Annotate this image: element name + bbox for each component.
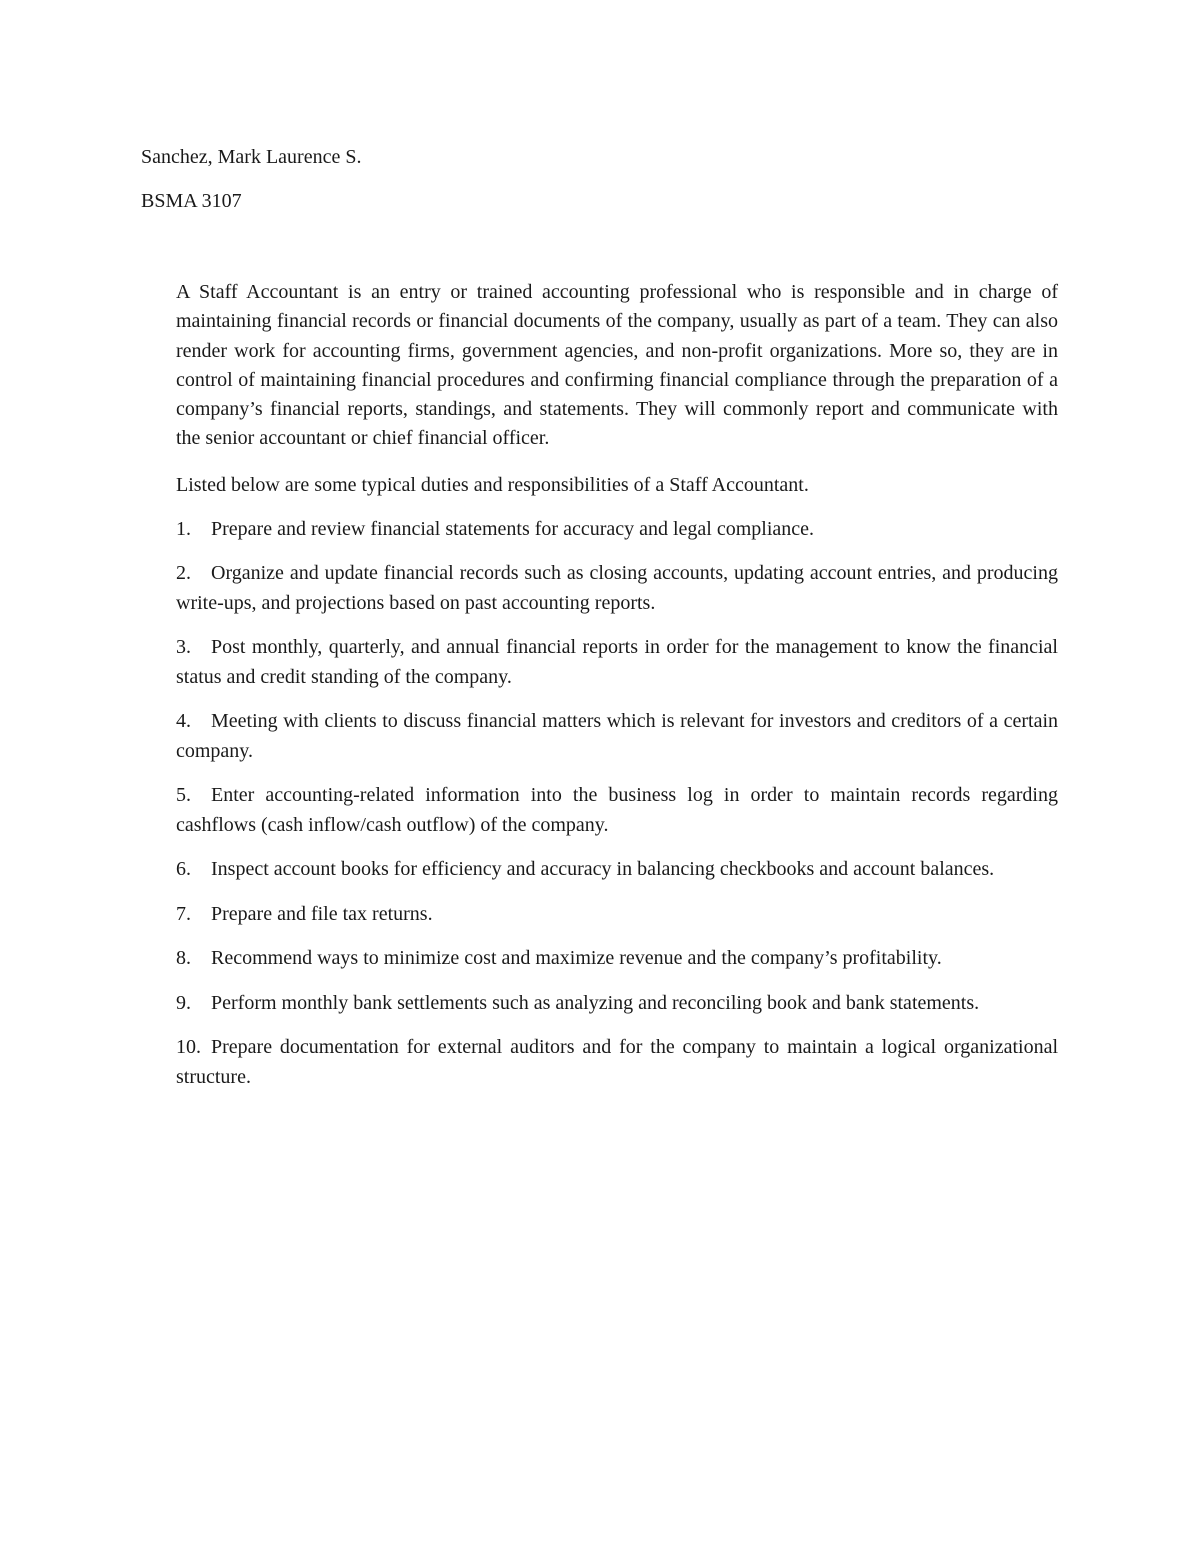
item-text: Prepare and review financial statements for accuracy and legal compliance. (211, 517, 815, 540)
duties-list (176, 515, 1058, 1093)
item-text: Recommend ways to minimize cost and maximize revenue and the company’s profitability. (211, 947, 942, 970)
item-number: 1. (176, 517, 191, 540)
intro-paragraph: A Staff Accountant is an entry or trained accounting professional who is responsible and in charge of maintaining financial records or financial documents of the company, usually as part of a team. They can also render work for accounting firms, government agencies, and non-profit organizations. More so, they are in control of maintaining financial procedures and confirming financial compliance through the preparation of a company’s financial reports, standings, and statements. They will commonly report and communicate with the senior accountant or chief financial officer. (176, 281, 1058, 450)
list-item (176, 781, 1058, 840)
item-number: 10. (176, 1036, 201, 1059)
list-item (176, 944, 1058, 974)
item-text: Post monthly, quarterly, and annual financial reports in order for the management to know the financial status and credit standing of the company. (176, 636, 1058, 688)
item-number: 4. (176, 710, 191, 733)
item-text: Inspect account books for efficiency and accuracy in balancing checkbooks and account balances. (211, 858, 995, 881)
document-body (176, 278, 1058, 1092)
author-name: Sanchez, Mark Laurence S. (141, 146, 362, 168)
list-item (176, 707, 1058, 766)
list-item (176, 855, 1058, 885)
list-item (176, 989, 1058, 1019)
item-number: 9. (176, 991, 191, 1014)
item-number: 2. (176, 562, 191, 585)
item-number: 5. (176, 784, 191, 807)
list-item (176, 515, 1058, 545)
item-text: Meeting with clients to discuss financial matters which is relevant for investors and creditors of a certain company. (176, 710, 1058, 762)
list-intro: Listed below are some typical duties and responsibilities of a Staff Accountant. (176, 473, 809, 496)
item-text: Organize and update financial records such as closing accounts, updating account entries, and producing write-ups, and projections based on past accounting reports. (176, 562, 1058, 614)
item-text: Perform monthly bank settlements such as analyzing and reconciling book and bank statements. (211, 991, 980, 1014)
item-text: Prepare and file tax returns. (211, 902, 433, 925)
list-item (176, 559, 1058, 618)
item-number: 7. (176, 902, 191, 925)
item-number: 3. (176, 636, 191, 659)
list-item (176, 633, 1058, 692)
item-number: 8. (176, 947, 191, 970)
course-code: BSMA 3107 (141, 190, 242, 212)
item-number: 6. (176, 858, 191, 881)
list-item (176, 1033, 1058, 1092)
item-text: Prepare documentation for external auditors and for the company to maintain a logical organizational structure. (176, 1036, 1058, 1088)
item-text: Enter accounting-related information into the business log in order to maintain records regarding cashflows (cash inflow/cash outflow) of the company. (176, 784, 1058, 836)
list-item (176, 900, 1058, 930)
